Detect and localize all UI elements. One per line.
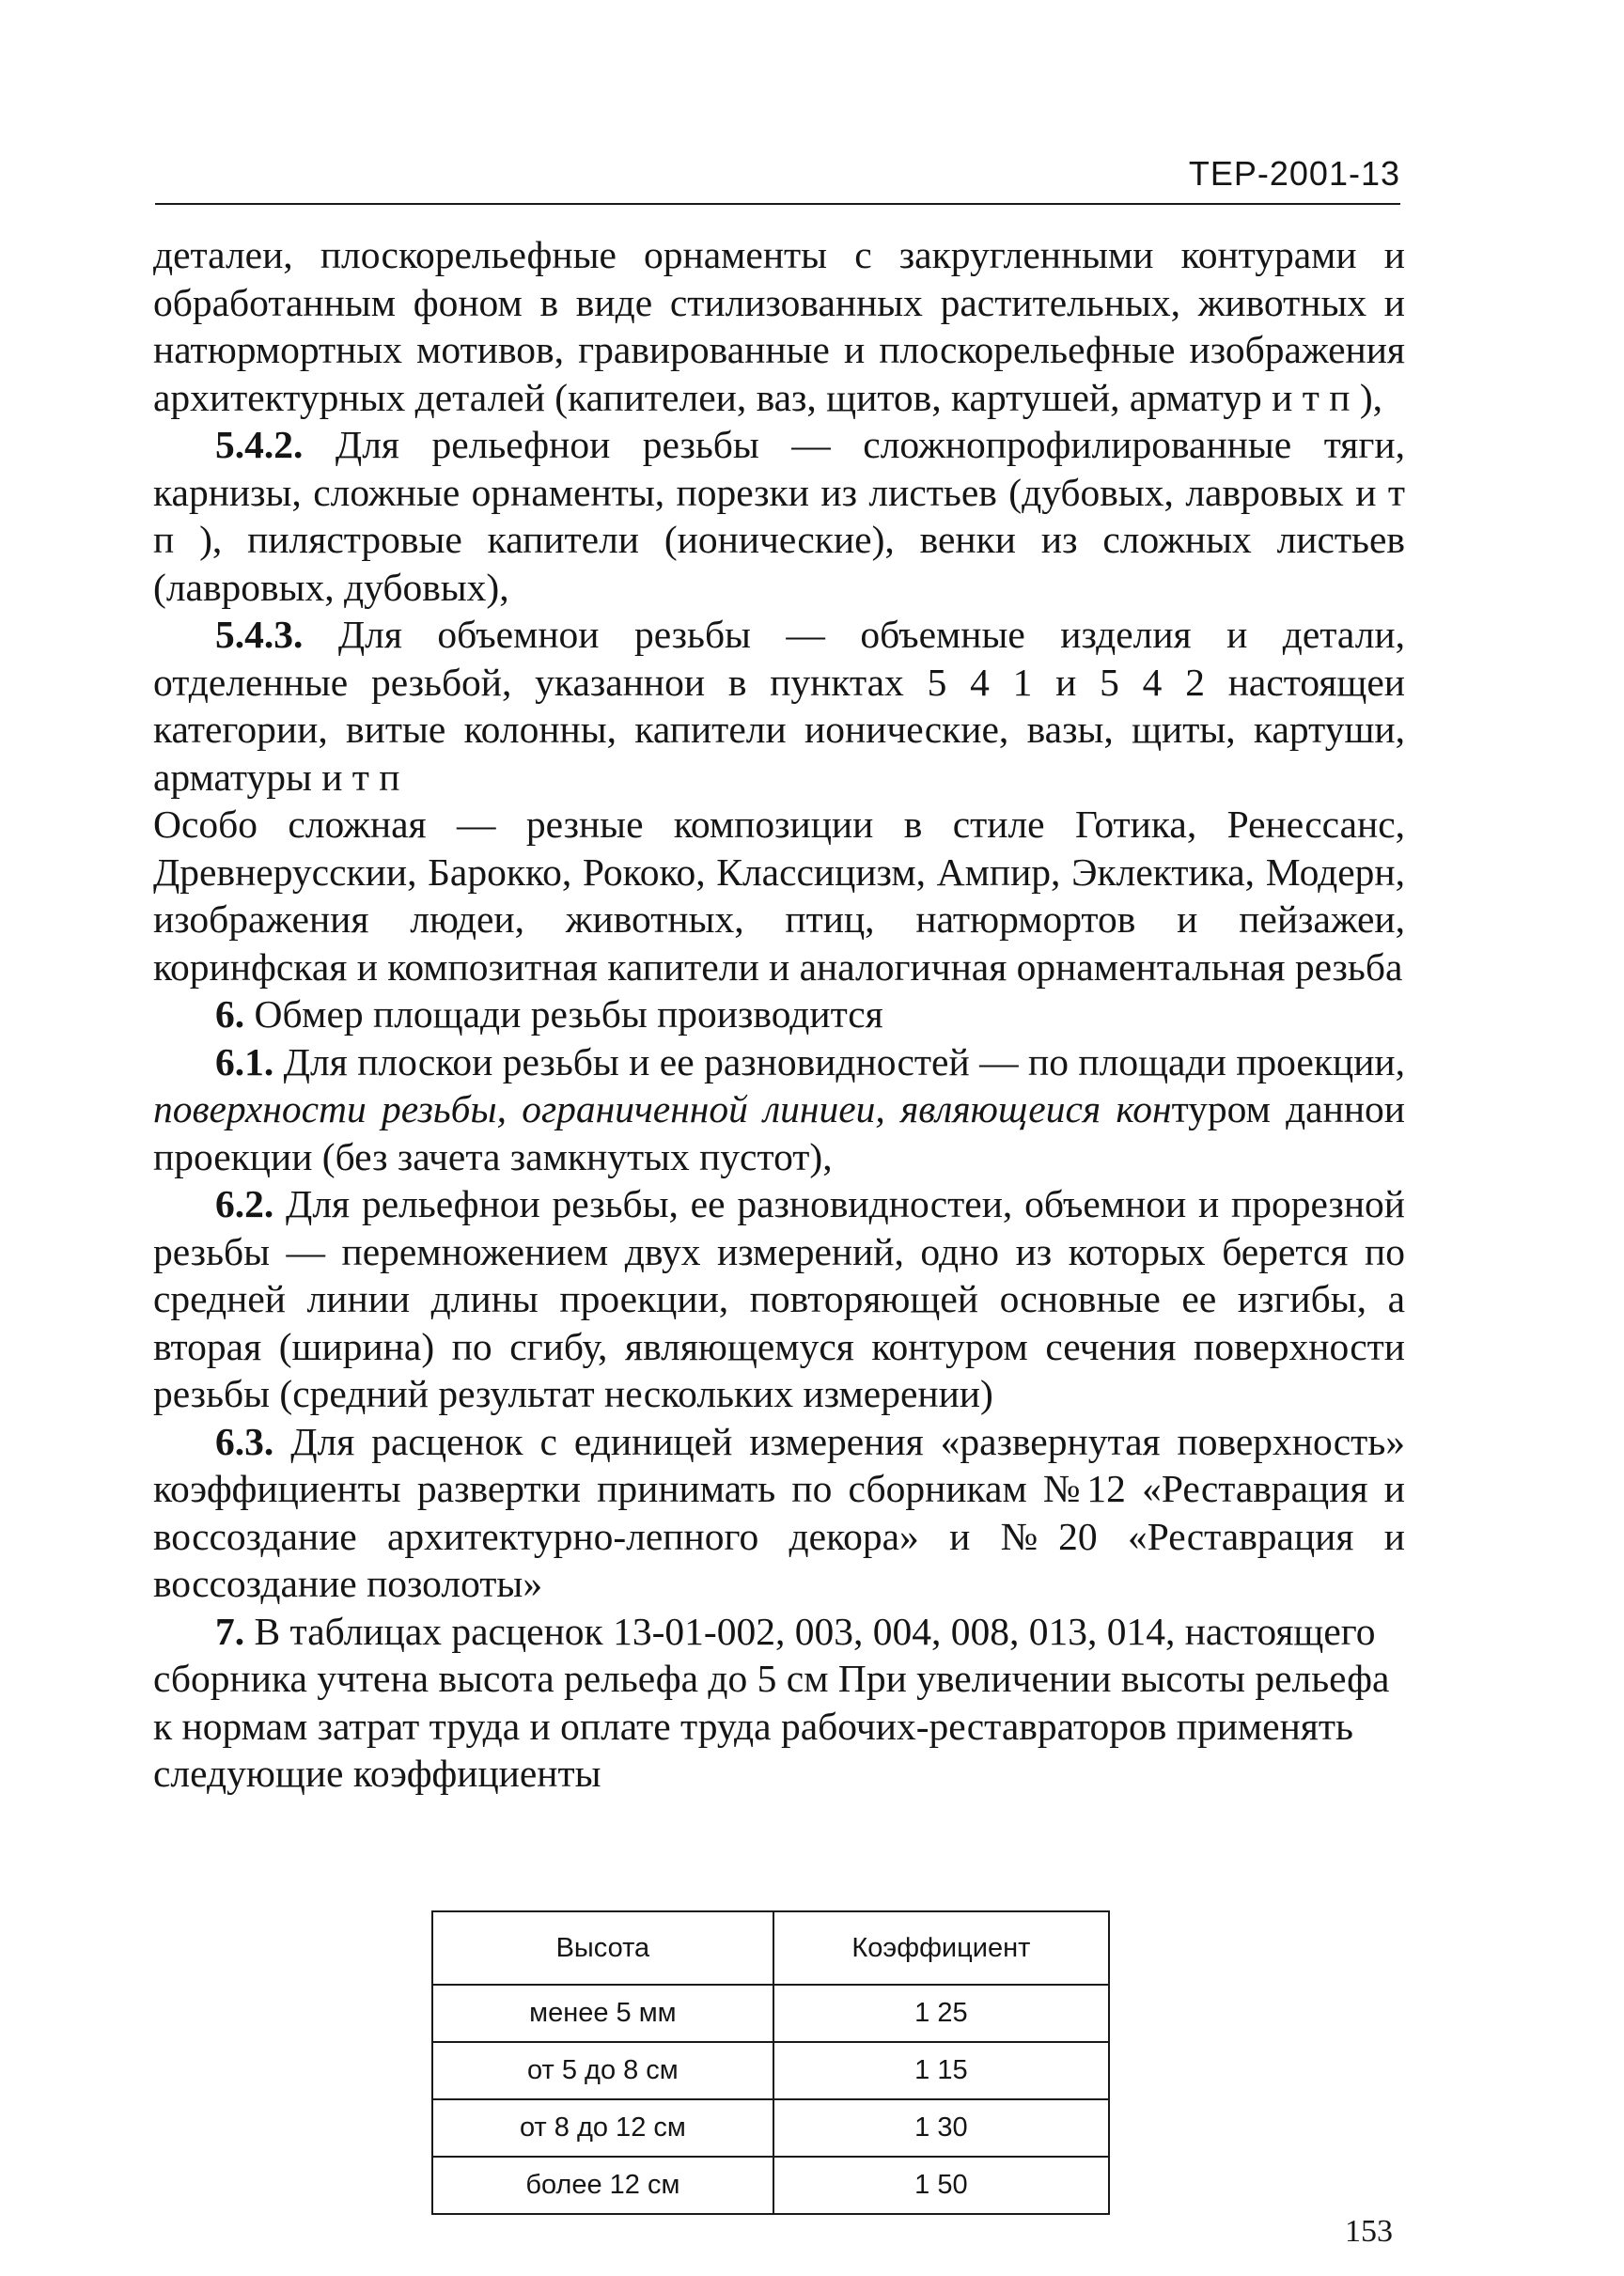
paragraph-especially-complex: Особо сложная — резные композиции в стиле Готика, Ренессанс, Древнерусскии, Барокко, Рококо, Классицизм, Ампир, Эклектика, Модерн, изображения людеи, животных, птиц, натюрмортов и пейзажеи, коринфская и композитная капители и аналогичная орнаментальная резьба: [153, 803, 1405, 989]
clause-text: Для рельефнои резьбы, ее разновидностеи, объемнои и прорезной резьбы — перемножением двух измерений, одно из которых берется по средней линии длины проекции, повторяющей основные ее изгибы, а вторая (ширина) по сгибу, являющемуся контуром сечения поверхности резьбы (средний результат нескольких измерении): [153, 1182, 1405, 1415]
clause-number: 5.4.2.: [215, 423, 304, 466]
clause-text-italic: поверхности резьбы, ограниченной линиеи, являющеися кон: [153, 1087, 1172, 1130]
paragraph-6-3: [153, 1418, 1405, 1608]
table-cell-height: от 8 до 12 см: [432, 2099, 773, 2157]
clause-number: 6.: [215, 992, 245, 1036]
paragraph-6: [153, 990, 1405, 1038]
table-row: [432, 2099, 1109, 2157]
table-row: [432, 1985, 1109, 2042]
table-cell-coefficient: 1 25: [773, 1985, 1109, 2042]
clause-text: Для объемнои резьбы — объемные изделия и детали, отделенные резьбой, указаннои в пунктах 5 4 1 и 5 4 2 настоящеи категории, витые колонны, капители ионические, вазы, щиты, картуши, арматуры и т п: [153, 613, 1405, 799]
table-row: [432, 2157, 1109, 2214]
body-text: [153, 231, 1405, 1798]
table-cell-height: менее 5 мм: [432, 1985, 773, 2042]
coefficient-table: [431, 1910, 1110, 2215]
column-header-height: Высота: [432, 1911, 773, 1985]
paragraph-6-2: [153, 1180, 1405, 1418]
table-cell-coefficient: 1 30: [773, 2099, 1109, 2157]
clause-number: 7.: [215, 1609, 245, 1653]
paragraph-5-4-3: [153, 611, 1405, 801]
table-row: [432, 2042, 1109, 2099]
clause-text: Обмер площади резьбы производится: [244, 992, 883, 1036]
document-code: ТЕР-2001-13: [1188, 154, 1400, 193]
clause-number: 6.1.: [215, 1039, 274, 1083]
clause-text: В таблицах расценок 13-01-002, 003, 004, 008, 013, 014, настоящего сборника учтена высота рельефа до 5 см При увеличении высоты рельефа к нормам затрат труда и оплате труда рабочих-реставраторов применять следующие коэффициенты: [153, 1609, 1390, 1795]
clause-text: туром даннои проекции (без зачета замкнутых пустот),: [153, 1087, 1405, 1178]
table-cell-height: от 5 до 8 см: [432, 2042, 773, 2099]
page-number: 153: [1345, 2214, 1393, 2249]
paragraph-6-1: [153, 1038, 1405, 1181]
table-cell-coefficient: 1 50: [773, 2157, 1109, 2214]
column-header-coefficient: Коэффициент: [773, 1911, 1109, 1985]
clause-text: Для расценок с единицей измерения «развернутая поверхность» коэффициенты развертки принимать по сборникам №12 «Реставрация и воссоздание архитектурно-лепного декора» и №20 «Реставрация и воссоздание позолоты»: [153, 1419, 1405, 1605]
paragraph-5-4-2: [153, 421, 1405, 611]
clause-number: 6.3.: [215, 1419, 274, 1463]
clause-text: Для рельефнои резьбы — сложнопрофилированные тяги, карнизы, сложные орнаменты, порезки из листьев (дубовых, лавровых и т п ), пилястровые капители (ионические), венки из сложных листьев (лавровых, дубовых),: [153, 423, 1405, 609]
clause-text: Для плоскои резьбы и ее разновидностей — по площади проекции,: [273, 1039, 1405, 1083]
paragraph-7: [153, 1608, 1405, 1798]
page-header: [155, 150, 1400, 205]
clause-number: 5.4.3.: [215, 613, 304, 656]
table-cell-height: более 12 см: [432, 2157, 773, 2214]
paragraph-continuation: деталеи, плоскорельефные орнаменты с закругленными контурами и обработанным фоном в виде стилизованных растительных, животных и натюрмортных мотивов, гравированные и плоскорельефные изображения архитектурных деталей (капителеи, ваз, щитов, картушей, арматур и т п ),: [153, 233, 1405, 419]
table-cell-coefficient: 1 15: [773, 2042, 1109, 2099]
clause-number: 6.2.: [215, 1182, 274, 1225]
table-header-row: [432, 1911, 1109, 1985]
